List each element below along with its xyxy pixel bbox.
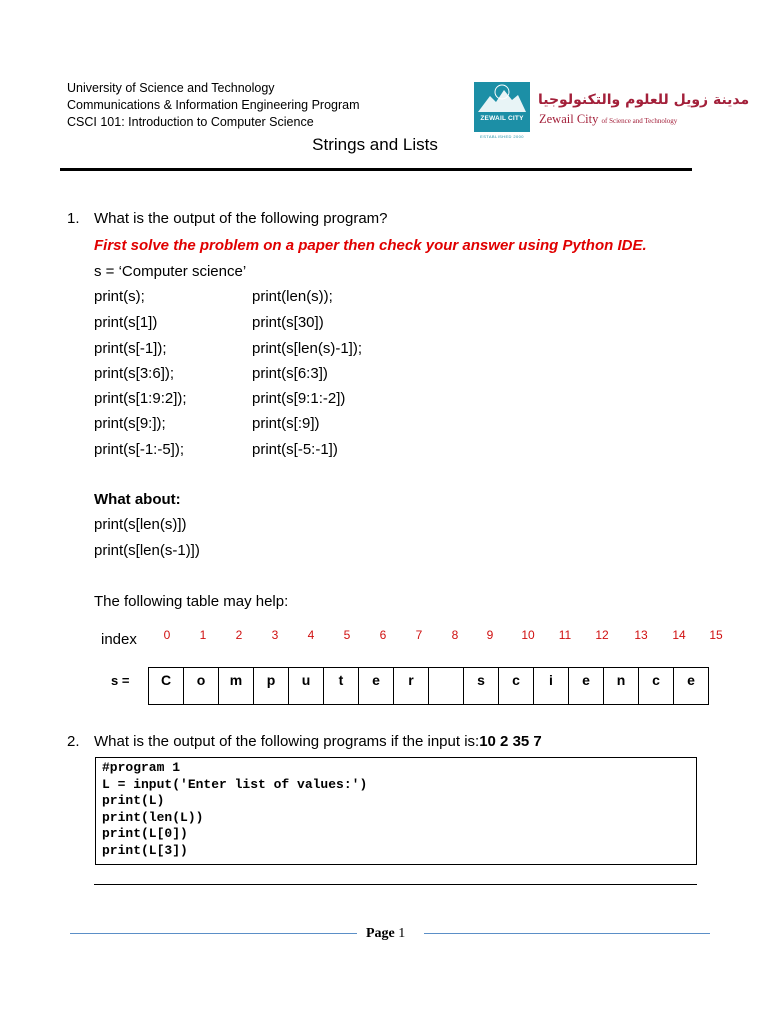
index-number: 3 — [271, 628, 279, 642]
q2-question — [94, 733, 542, 751]
s-label: s = — [111, 673, 130, 688]
code-line: print(L[0]) — [102, 826, 188, 841]
index-number: 15 — [709, 628, 723, 642]
char-cell: r — [394, 668, 429, 705]
university-name: University of Science and Technology — [67, 81, 275, 95]
code-line: print(L[3]) — [102, 842, 188, 858]
index-number: 9 — [486, 628, 494, 642]
string-index-table — [148, 667, 709, 705]
logo-name: Zewail City — [539, 112, 599, 126]
q2-question-text: What is the output of the following programs if the input is: — [94, 733, 480, 750]
program-code-box — [95, 757, 697, 865]
q1-left-line: print(s[1:9:2]); — [94, 390, 187, 407]
index-number: 14 — [672, 628, 686, 642]
index-number: 12 — [595, 628, 609, 642]
table-help-text: The following table may help: — [94, 593, 289, 610]
char-cell: s — [464, 668, 499, 705]
page-num: 1 — [398, 926, 406, 941]
index-number: 1 — [199, 628, 207, 642]
char-cell: i — [534, 668, 569, 705]
extra-line: print(s[len(s-1)]) — [94, 542, 200, 559]
q1-number: 1. — [67, 210, 80, 227]
page-number — [366, 926, 405, 942]
q1-left-line: print(s[3:6]); — [94, 365, 175, 382]
q1-right-line: print(s[len(s)-1]); — [252, 340, 363, 357]
char-cell: m — [219, 668, 254, 705]
zewail-city-logo-icon — [474, 82, 530, 132]
index-number: 8 — [451, 628, 459, 642]
char-cell: u — [289, 668, 324, 705]
code-line: print(L) — [102, 793, 165, 808]
page-title: Strings and Lists — [312, 135, 438, 154]
char-cell: c — [499, 668, 534, 705]
char-cell: C — [149, 668, 184, 705]
q1-left-line: print(s[1]) — [94, 314, 158, 331]
char-cell: c — [639, 668, 674, 705]
q1-right-line: print(s[6:3]) — [252, 365, 328, 382]
q1-right-line: print(len(s)); — [252, 288, 333, 305]
program-name: Communications & Information Engineering Program — [67, 98, 360, 112]
answer-line — [94, 884, 697, 885]
footer-rule-right — [424, 933, 710, 934]
q1-right-line: print(s[9:1:-2]) — [252, 390, 346, 407]
index-number: 0 — [163, 628, 171, 642]
q2-input-value: 10 2 35 7 — [479, 733, 542, 750]
index-number: 13 — [634, 628, 648, 642]
char-cell: e — [569, 668, 604, 705]
index-number: 7 — [415, 628, 423, 642]
q1-left-line: print(s[-1:-5]); — [94, 441, 185, 458]
logo-english-name — [539, 112, 677, 127]
char-cell: t — [324, 668, 359, 705]
index-number: 5 — [343, 628, 351, 642]
q1-instruction: First solve the problem on a paper then check your answer using Python IDE. — [94, 237, 647, 254]
q1-right-line: print(s[30]) — [252, 314, 324, 331]
index-number: 11 — [558, 628, 572, 642]
char-cell: e — [359, 668, 394, 705]
char-cell: p — [254, 668, 289, 705]
q1-right-line: print(s[:9]) — [252, 415, 320, 432]
q1-left-line: print(s[-1]); — [94, 340, 167, 357]
logo-box-text: ZEWAIL CITY — [480, 115, 524, 122]
title-divider — [60, 168, 692, 171]
char-cell: n — [604, 668, 639, 705]
code-line: L = input('Enter list of values:') — [102, 776, 368, 792]
index-number: 10 — [521, 628, 535, 642]
q2-number: 2. — [67, 733, 80, 750]
index-number: 6 — [379, 628, 387, 642]
page-label: Page — [366, 926, 395, 941]
footer-rule-left — [70, 933, 357, 934]
index-number: 4 — [307, 628, 315, 642]
what-about-heading: What about: — [94, 491, 181, 508]
char-cell — [429, 668, 464, 705]
index-number: 2 — [235, 628, 243, 642]
char-cell: o — [184, 668, 219, 705]
extra-line: print(s[len(s)]) — [94, 516, 187, 533]
index-label: index — [101, 631, 137, 648]
course-name: CSCI 101: Introduction to Computer Science — [67, 115, 314, 129]
logo-sub: of Science and Technology — [601, 117, 678, 125]
q1-right-line: print(s[-5:-1]) — [252, 441, 338, 458]
logo-arabic-name: مدينة زويل للعلوم والتكنولوجيا — [538, 92, 750, 108]
q1-left-line: print(s); — [94, 288, 145, 305]
q1-question: What is the output of the following program? — [94, 210, 388, 227]
q1-assignment: s = ‘Computer science’ — [94, 263, 247, 280]
char-cell: e — [674, 668, 709, 705]
q1-left-line: print(s[9:]); — [94, 415, 166, 432]
code-line: #program 1 — [102, 760, 181, 775]
code-line: print(len(L)) — [102, 809, 204, 825]
logo-established: ESTABLISHED 2000 — [480, 134, 524, 139]
